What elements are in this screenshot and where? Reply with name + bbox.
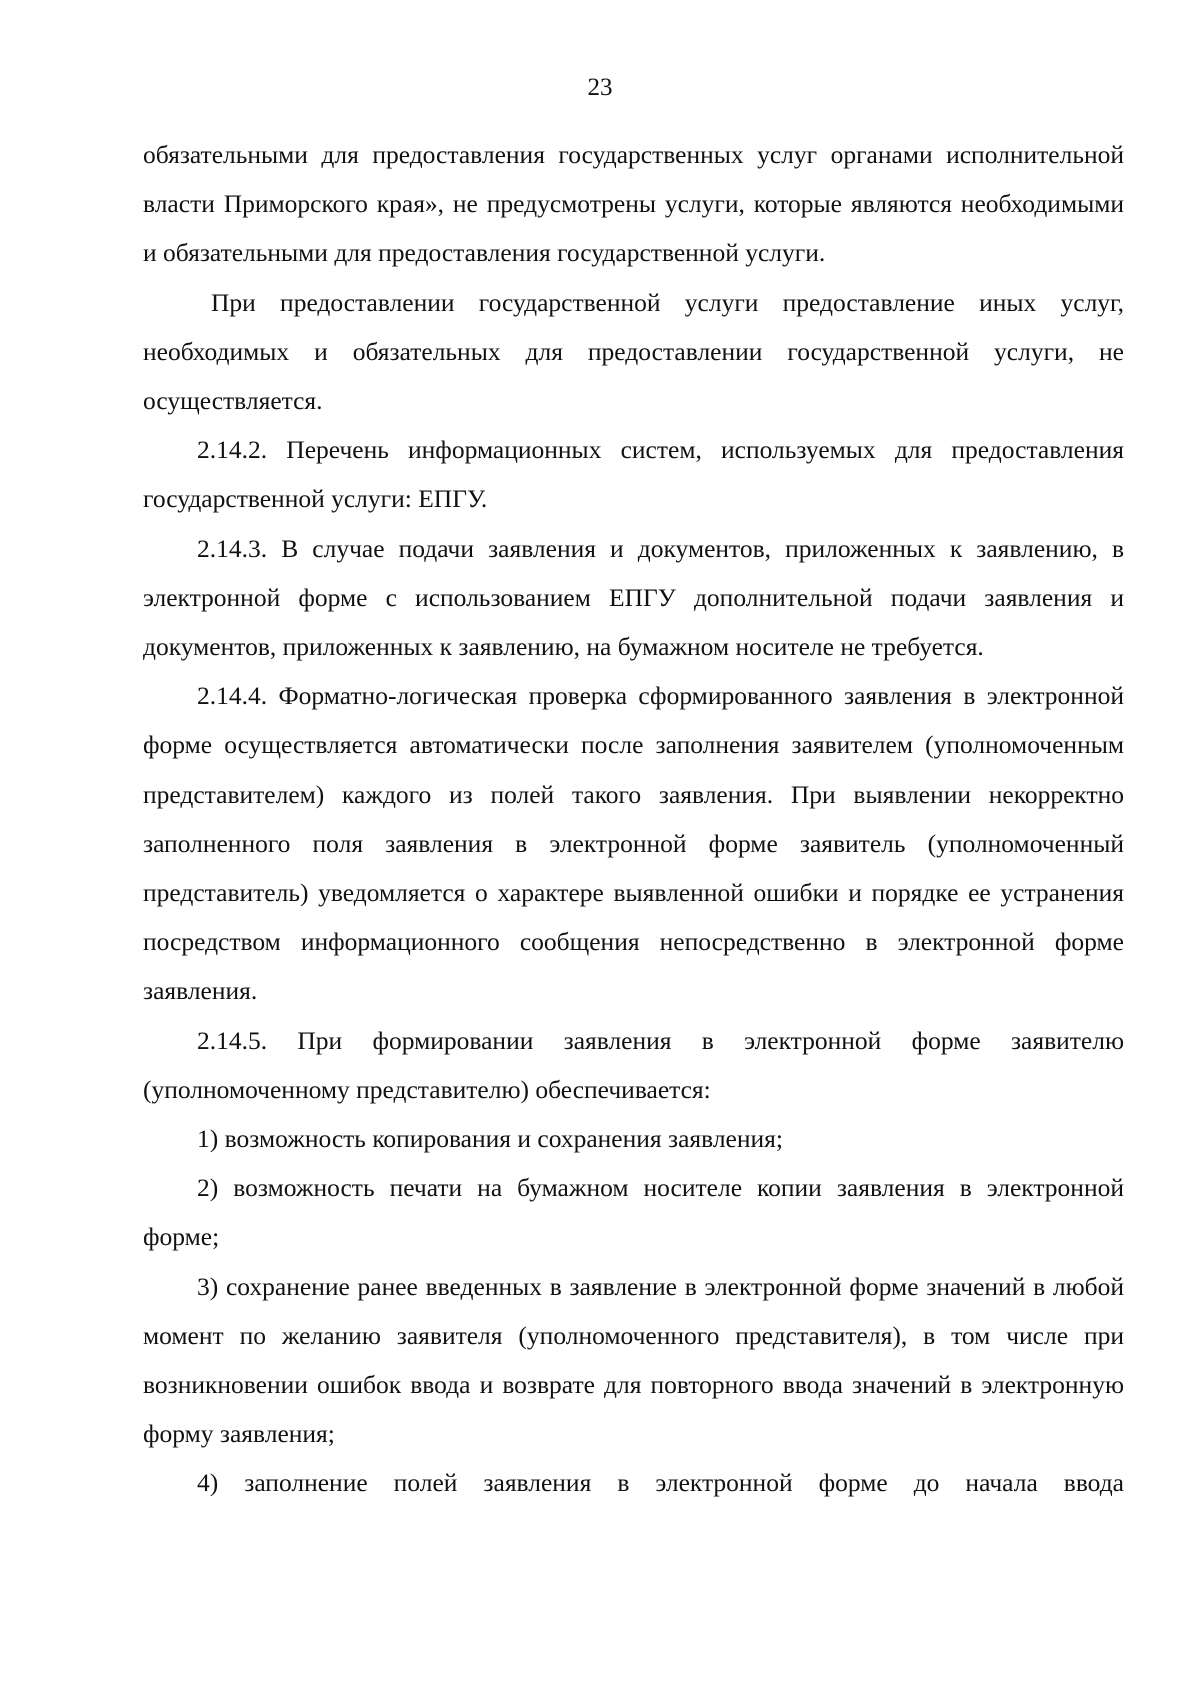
- page-number: 23: [587, 74, 613, 101]
- list-item-3: 3) сохранение ранее введенных в заявление в электронной форме значений в любой момент по желанию заявителя (уполномоченного представителя), в том числе при возникновении ошибок ввода и возврате для повторного ввода значений в электронную форму заявления;: [143, 1271, 1124, 1449]
- list-item-1: 1) возможность копирования и сохранения заявления;: [197, 1124, 783, 1154]
- list-item-4: 4) заполнение полей заявления в электронной форме до начала ввода: [197, 1468, 1124, 1498]
- paragraph-2-14-5: 2.14.5. При формировании заявления в электронной форме заявителю (уполномоченному представителю) обеспечивается:: [143, 1025, 1124, 1104]
- list-item-2: 2) возможность печати на бумажном носителе копии заявления в электронной форме;: [143, 1173, 1124, 1252]
- paragraph-2-14-4: 2.14.4. Форматно-логическая проверка сформированного заявления в электронной форме осуществляется автоматически после заполнения заявителем (уполномоченным представителем) каждого из полей такого заявления. При выявлении некорректно заполненного поля заявления в электронной форме заявитель (уполномоченный представитель) уведомляется о характере выявленной ошибки и порядке ее устранения посредством информационного сообщения непосредственно в электронной форме заявления.: [143, 681, 1124, 1006]
- paragraph-2-14-3: 2.14.3. В случае подачи заявления и документов, приложенных к заявлению, в электронной форме с использованием ЕПГУ дополнительной подачи заявления и документов, приложенных к заявлению, на бумажном носителе не требуется.: [143, 533, 1124, 662]
- paragraph-2-14-2: 2.14.2. Перечень информационных систем, используемых для предоставления государственной услуги: ЕПГУ.: [143, 435, 1124, 514]
- paragraph-other-services: При предоставлении государственной услуги предоставление иных услуг, необходимых и обязательных для предоставлении государственной услуги, не осуществляется.: [143, 287, 1124, 416]
- paragraph-continuation: обязательными для предоставления государственных услуг органами исполнительной власти Приморского края», не предусмотрены услуги, которые являются необходимыми и обязательными для предоставления государственной услуги.: [143, 140, 1124, 268]
- document-body: [143, 130, 1124, 1508]
